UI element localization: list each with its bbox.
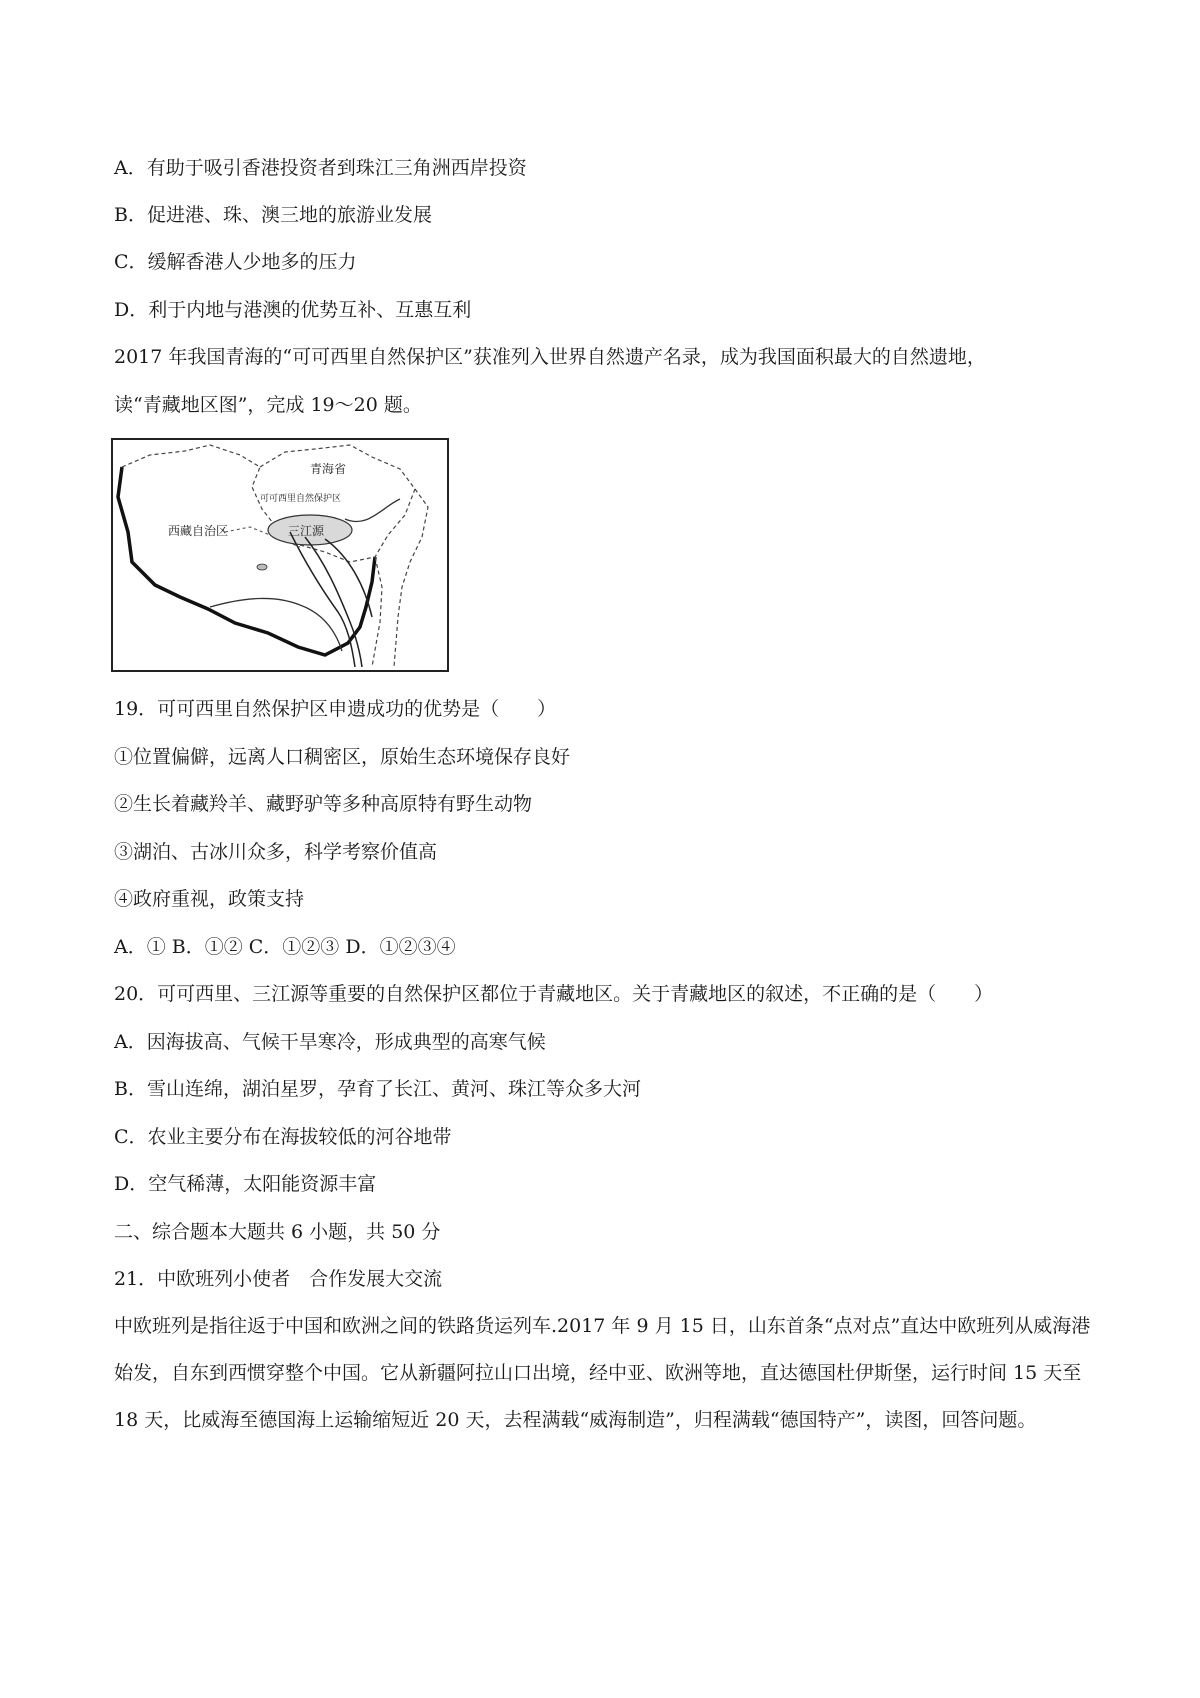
option-c: C．缓解香港人少地多的压力 xyxy=(114,251,357,273)
option-d: D．利于内地与港澳的优势互补、互惠互利 xyxy=(114,299,472,321)
question-21-passage: 中欧班列是指往返于中国和欧洲之间的铁路货运列车.2017 年 9 月 15 日，山东首条“点对点”直达中欧班列从威海港始发，自东到西惯穿整个中国。它从新疆阿拉山口出境，经中亚、欧洲等地，直达德国杜伊斯堡，运行时间 15 天至 18 天，比威海至德国海上运输缩短近 20 天，去程满载“威海制造”，归程满载“德国特产”，读图，回答问题。 xyxy=(114,1315,1091,1431)
question-20-option-d: D．空气稀薄，太阳能资源丰富 xyxy=(114,1173,377,1195)
qingzang-region-map xyxy=(110,437,450,673)
question-19-options: A．① B．①② C．①②③ D．①②③④ xyxy=(114,936,456,958)
question-20-option-c: C．农业主要分布在海拔较低的河谷地带 xyxy=(114,1126,452,1148)
intro-line-2: 读“青藏地区图”，完成 19～20 题。 xyxy=(114,394,422,416)
question-19-item-1: ①位置偏僻，远离人口稠密区，原始生态环境保存良好 xyxy=(114,746,571,768)
question-20-stem: 20．可可西里、三江源等重要的自然保护区都位于青藏地区。关于青藏地区的叙述，不正确的是（ ） xyxy=(114,983,994,1005)
question-19-item-4: ④政府重视，政策支持 xyxy=(114,888,305,910)
map-label-tibet: 西藏自治区 xyxy=(168,524,229,538)
question-21-title: 21．中欧班列小使者 合作发展大交流 xyxy=(114,1268,443,1290)
map-label-reserve: 可可西里自然保护区 xyxy=(260,494,342,504)
question-19-item-3: ③湖泊、古冰川众多，科学考察价值高 xyxy=(114,841,438,863)
question-19-item-2: ②生长着藏羚羊、藏野驴等多种高原特有野生动物 xyxy=(114,793,533,815)
intro-line-1: 2017 年我国青海的“可可西里自然保护区”获准列入世界自然遗产名录，成为我国面积最大的自然遗地， xyxy=(114,346,986,368)
question-20-option-b: B．雪山连绵，湖泊星罗，孕育了长江、黄河、珠江等众多大河 xyxy=(114,1078,641,1100)
section-2-heading: 二、综合题本大题共 6 小题，共 50 分 xyxy=(114,1221,441,1243)
map-label-sanjiangyuan: 三江源 xyxy=(288,524,325,538)
question-19-stem: 19．可可西里自然保护区申遗成功的优势是（ ） xyxy=(114,698,557,720)
map-label-qinghai: 青海省 xyxy=(310,462,347,476)
option-a: A．有助于吸引香港投资者到珠江三角洲西岸投资 xyxy=(114,157,527,179)
question-20-option-a: A．因海拔高、气候干旱寒冷，形成典型的高寒气候 xyxy=(114,1031,546,1053)
option-b: B．促进港、珠、澳三地的旅游业发展 xyxy=(114,204,432,226)
